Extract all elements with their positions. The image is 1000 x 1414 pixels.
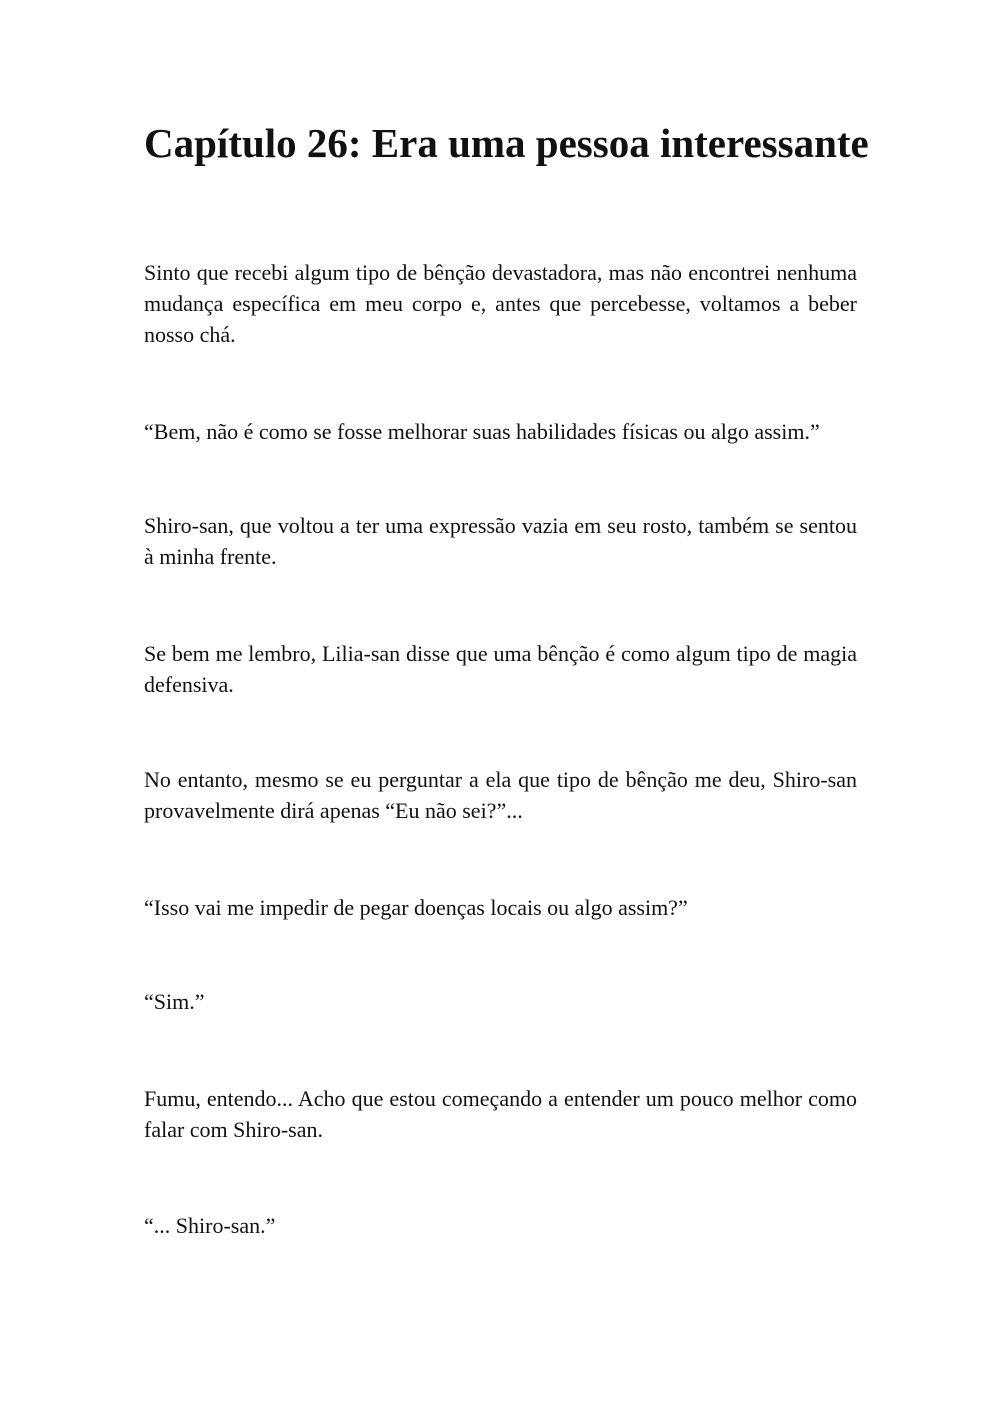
paragraph-lilia-defensive-magic: Se bem me lembro, Lilia-san disse que uma bênção é como algum tipo de magia defensiva. xyxy=(144,641,857,697)
paragraph-ask-shiro: No entanto, mesmo se eu perguntar a ela que tipo de bênção me deu, Shiro-san provavelmente dirá apenas “Eu não sei?”... xyxy=(144,767,857,823)
document-page xyxy=(144,0,869,1414)
paragraph-blessing-received: Sinto que recebi algum tipo de bênção devastadora, mas não encontrei nenhuma mudança específica em meu corpo e, antes que percebesse, voltamos a beber nosso chá. xyxy=(144,260,857,347)
paragraph-dialogue-shiro-san: “... Shiro-san.” xyxy=(144,1213,276,1238)
paragraph-dialogue-yes: “Sim.” xyxy=(144,989,205,1014)
paragraph-understanding-shiro: Fumu, entendo... Acho que estou começando a entender um pouco melhor como falar com Shiro-san. xyxy=(144,1086,857,1142)
chapter-title: Capítulo 26: Era uma pessoa interessante xyxy=(144,120,869,166)
paragraph-dialogue-diseases: “Isso vai me impedir de pegar doenças locais ou algo assim?” xyxy=(144,895,688,920)
paragraph-shiro-sits: Shiro-san, que voltou a ter uma expressão vazia em seu rosto, também se sentou à minha frente. xyxy=(144,513,857,569)
paragraph-dialogue-physical-abilities: “Bem, não é como se fosse melhorar suas habilidades físicas ou algo assim.” xyxy=(144,419,820,444)
